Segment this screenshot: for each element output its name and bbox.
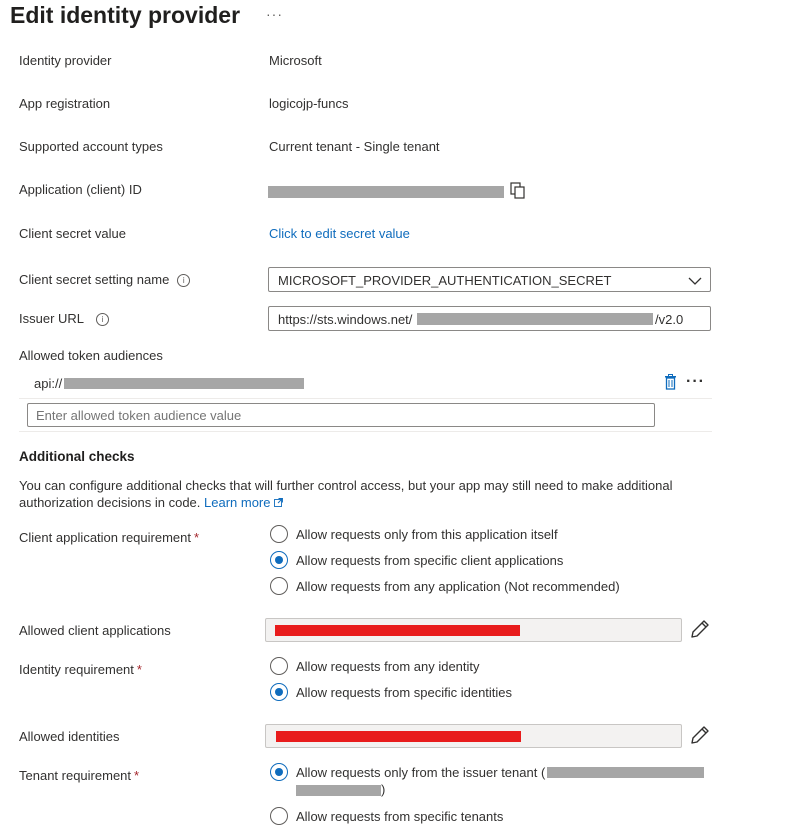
description-text: You can configure additional checks that will further control access, but your app may still need to make additional authorization decisions in code.: [19, 478, 673, 510]
learn-more-text: Learn more: [204, 495, 271, 510]
client-id-label: Application (client) ID: [19, 182, 142, 197]
allowed-token-audiences-label: Allowed token audiences: [19, 348, 163, 363]
radio-specific-client-apps[interactable]: [270, 551, 288, 569]
radio-any-application[interactable]: [270, 577, 288, 595]
more-icon[interactable]: ···: [686, 373, 705, 390]
radio-any-identity[interactable]: [270, 657, 288, 675]
allowed-client-apps-label: Allowed client applications: [19, 623, 171, 638]
pencil-icon[interactable]: [688, 617, 712, 644]
allowed-identities-label: Allowed identities: [19, 729, 120, 744]
radio-label-any-identity[interactable]: Allow requests from any identity: [296, 659, 480, 674]
radio-issuer-tenant[interactable]: [270, 763, 288, 781]
tenant-requirement-label-row: [19, 768, 139, 783]
external-link-icon: [274, 495, 283, 510]
additional-checks-heading: Additional checks: [19, 449, 135, 464]
required-asterisk: *: [134, 768, 140, 783]
client-secret-value-label: Client secret value: [19, 226, 126, 241]
client-secret-setting-name-text: Client secret setting name: [19, 272, 170, 287]
radio-label-specific-client-apps[interactable]: Allow requests from specific client applications: [296, 553, 564, 568]
chevron-down-icon: [688, 274, 702, 289]
issuer-url-label-row: [19, 311, 109, 326]
app-registration-value: logicojp-funcs: [269, 96, 349, 111]
copy-icon[interactable]: [510, 182, 526, 203]
radio-label-any-application[interactable]: Allow requests from any application (Not recommended): [296, 579, 620, 594]
client-id-redacted: [268, 186, 504, 198]
identity-provider-value: Microsoft: [269, 53, 322, 68]
audience-input[interactable]: [27, 403, 655, 427]
client-secret-setting-dropdown[interactable]: [268, 267, 711, 292]
audience-item-prefix: api://: [34, 376, 63, 391]
issuer-url-prefix: https://sts.windows.net/: [278, 312, 413, 327]
issuer-url-suffix: /v2.0: [655, 312, 684, 327]
allowed-identities-field: [265, 724, 682, 748]
trash-icon[interactable]: [664, 374, 677, 393]
radio-specific-tenants[interactable]: [270, 807, 288, 825]
page-title: Edit identity provider: [10, 2, 241, 28]
required-asterisk: *: [193, 530, 200, 545]
identity-requirement-label: Identity requirement: [19, 662, 134, 677]
client-secret-setting-name-label: [19, 272, 190, 287]
radio-label-specific-tenants[interactable]: Allow requests from specific tenants: [296, 809, 504, 824]
allowed-identities-redacted: [276, 731, 521, 742]
issuer-url-label: Issuer URL: [19, 311, 85, 326]
info-icon[interactable]: i: [96, 313, 109, 326]
issuer-tenant-closing: ): [381, 782, 386, 797]
pencil-icon[interactable]: [688, 723, 712, 750]
radio-label-only-this-app[interactable]: Allow requests only from this application itself: [296, 527, 558, 542]
client-app-requirement-label-row: [19, 530, 199, 545]
radio-only-this-app[interactable]: [270, 525, 288, 543]
issuer-url-input[interactable]: [268, 306, 711, 331]
allowed-client-apps-field: [265, 618, 682, 642]
audience-divider: [19, 398, 712, 399]
app-registration-label: App registration: [19, 96, 111, 111]
client-app-requirement-label: Client application requirement: [19, 530, 191, 545]
audience-item-redacted: [64, 378, 304, 389]
audience-divider-bottom: [19, 431, 712, 432]
supported-account-types-value: Current tenant - Single tenant: [269, 139, 440, 154]
identity-requirement-label-row: [19, 662, 142, 677]
issuer-tenant-redacted: [547, 767, 704, 778]
tenant-requirement-label: Tenant requirement: [19, 768, 132, 783]
learn-more-link[interactable]: [204, 495, 283, 510]
identity-provider-label: Identity provider: [19, 53, 112, 68]
radio-label-specific-identities[interactable]: Allow requests from specific identities: [296, 685, 513, 700]
more-options-button[interactable]: ···: [266, 6, 283, 22]
radio-label-issuer-tenant[interactable]: Allow requests only from the issuer tenant (: [296, 765, 546, 780]
supported-account-types-label: Supported account types: [19, 139, 163, 154]
client-secret-setting-selected: MICROSOFT_PROVIDER_AUTHENTICATION_SECRET: [278, 273, 612, 288]
radio-specific-identities[interactable]: [270, 683, 288, 701]
issuer-tenant-redacted-2: [296, 785, 381, 796]
edit-secret-link[interactable]: Click to edit secret value: [269, 226, 410, 241]
issuer-url-redacted: [417, 313, 653, 325]
required-asterisk: *: [136, 662, 142, 677]
info-icon[interactable]: i: [177, 274, 190, 287]
additional-checks-description: [19, 477, 699, 511]
allowed-client-apps-redacted: [275, 625, 520, 636]
